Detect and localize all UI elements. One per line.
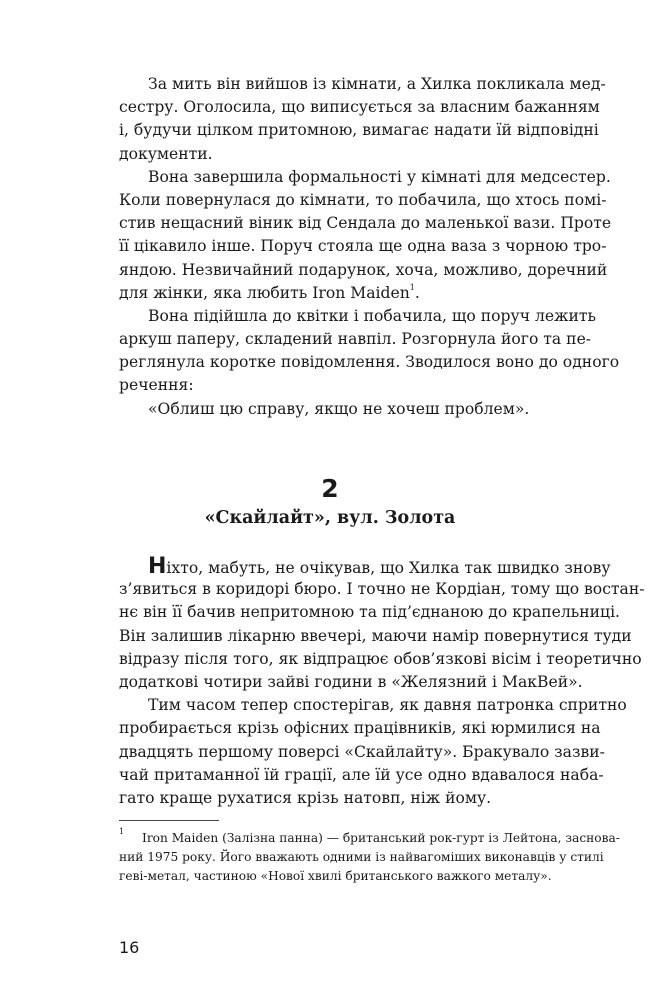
footnote-line: ний 1975 року. Його вважають одними із найвагоміших виконавців у стилі [119,850,604,864]
text-line: Коли повернулася до кімнати, то побачила, що хтось помі- [119,190,607,209]
text-line: її цікавило інше. Поруч стояла ще одна ваза з чорною тро- [119,237,607,256]
text-line: «Облиш цю справу, якщо не хочеш проблем». [148,399,530,418]
text-line: з’явиться в коридорі бюро. І точно не Кордіан, тому що востан- [119,580,645,599]
text-line: документи. [119,144,213,163]
text-line [119,554,611,579]
text-line: аркуш паперу, складений навпіл. Розгорнула його та пе- [119,330,592,349]
text-line: двадцять першому поверсі «Скайлайту». Бракувало зазви- [119,742,605,761]
text-line: пробирається крізь офісних працівників, які юрмилися на [119,719,601,738]
text-line: Вона завершила формальності у кімнаті для медсестер. [148,167,611,186]
text-line: Вона підійшла до квітки і побачила, що поруч лежить [148,306,596,325]
section-1-text [119,73,620,421]
text-line: нє він її бачив непритомною та під’єднаною до крапельниці. [119,603,621,622]
text-line: За мить він вийшов із кімнати, а Хилка покликала мед- [148,75,606,93]
footnote-divider [119,820,219,821]
text-line: сестру. Оголосила, що виписується за власним бажанням [119,98,600,117]
footnote-line: Iron Maiden (Залізна панна) — британський рок-гурт із Лейтона, заснова- [142,831,620,845]
footnote-mark: 1 [119,827,125,836]
text-line: стив нещасний віник від Сендала до маленької вази. Проте [119,214,612,233]
text-line: Тим часом тепер спостерігав, як давня патронка спритно [148,696,627,715]
text-line: гато краще рухатися крізь натовп, ніж йому. [119,788,492,807]
footnote [119,827,620,886]
text-segment: . [414,283,420,302]
footnote-reference[interactable]: 1 [409,282,415,292]
footnote-line: геві-метал, частиною «Нової хвилі британського важкого металу». [119,869,552,883]
drop-cap: Н [148,554,167,579]
text-line: речення: [119,376,194,395]
text-segment: для жінки, яка любить Iron Maiden [119,283,410,302]
text-line: Він залишив лікарню ввечері, маючи намір повернутися туди [119,626,632,645]
text-line [119,282,541,305]
text-line: чай притаманної їй грації, але їй усе одно вдавалося наба- [119,765,604,784]
chapter-title: «Скайлайт», вул. Золота [204,508,456,528]
chapter-number: 2 [321,474,339,503]
text-line: яндою. Незвичайний подарунок, хоча, можливо, доречний [119,260,608,279]
page-number: 16 [119,938,140,957]
text-segment: іхто, мабуть, не очікував, що Хилка так швидко знову [166,559,611,577]
text-line: відразу після того, як відпрацює обов’язкові вісім і теоретично [119,649,642,668]
text-line: і, будучи цілком притомною, вимагає надати їй відповідні [119,121,599,140]
section-2-text [119,554,645,810]
text-line: реглянула коротке повідомлення. Зводилося воно до одного [119,353,620,372]
text-line: додаткові чотири зайві години в «Желязний і МакВей». [119,672,583,691]
